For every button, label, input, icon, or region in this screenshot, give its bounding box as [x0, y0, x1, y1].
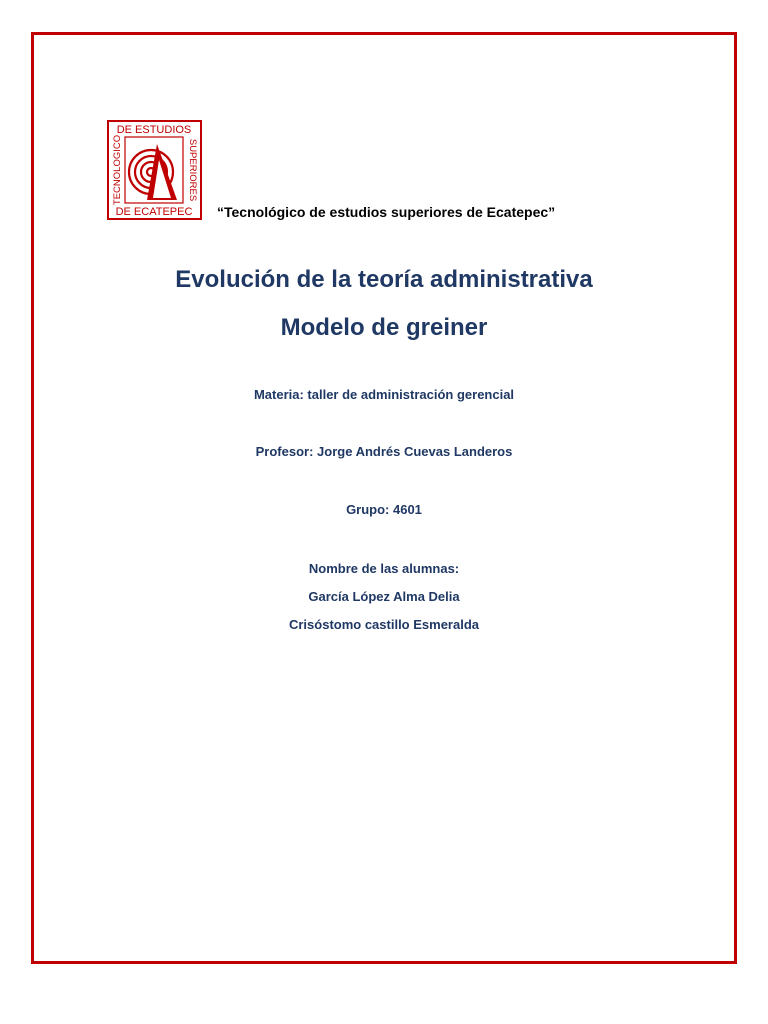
students-label: Nombre de las alumnas: [308, 561, 460, 576]
institution-logo [107, 120, 202, 220]
student-name: Crisóstomo castillo Esmeralda [288, 617, 479, 632]
institution-name: “Tecnológico de estudios superiores de Ecatepec” [217, 204, 556, 220]
logo-text-bottom: DE ECATEPEC [115, 206, 193, 218]
document-title: Evolución de la teoría administrativa [175, 266, 593, 293]
teacher-line: Profesor: Jorge Andrés Cuevas Landeros [255, 444, 513, 459]
logo-text-left: TECNOLOGICO [112, 134, 123, 206]
document-subtitle: Modelo de greiner [280, 314, 488, 341]
group-line: Grupo: 4601 [346, 502, 422, 517]
logo-text-right: SUPERIORES [187, 138, 198, 202]
logo-text-top: DE ESTUDIOS [116, 124, 192, 136]
student-name: García López Alma Delia [308, 589, 460, 604]
subject-line: Materia: taller de administración gerencial [253, 387, 515, 402]
